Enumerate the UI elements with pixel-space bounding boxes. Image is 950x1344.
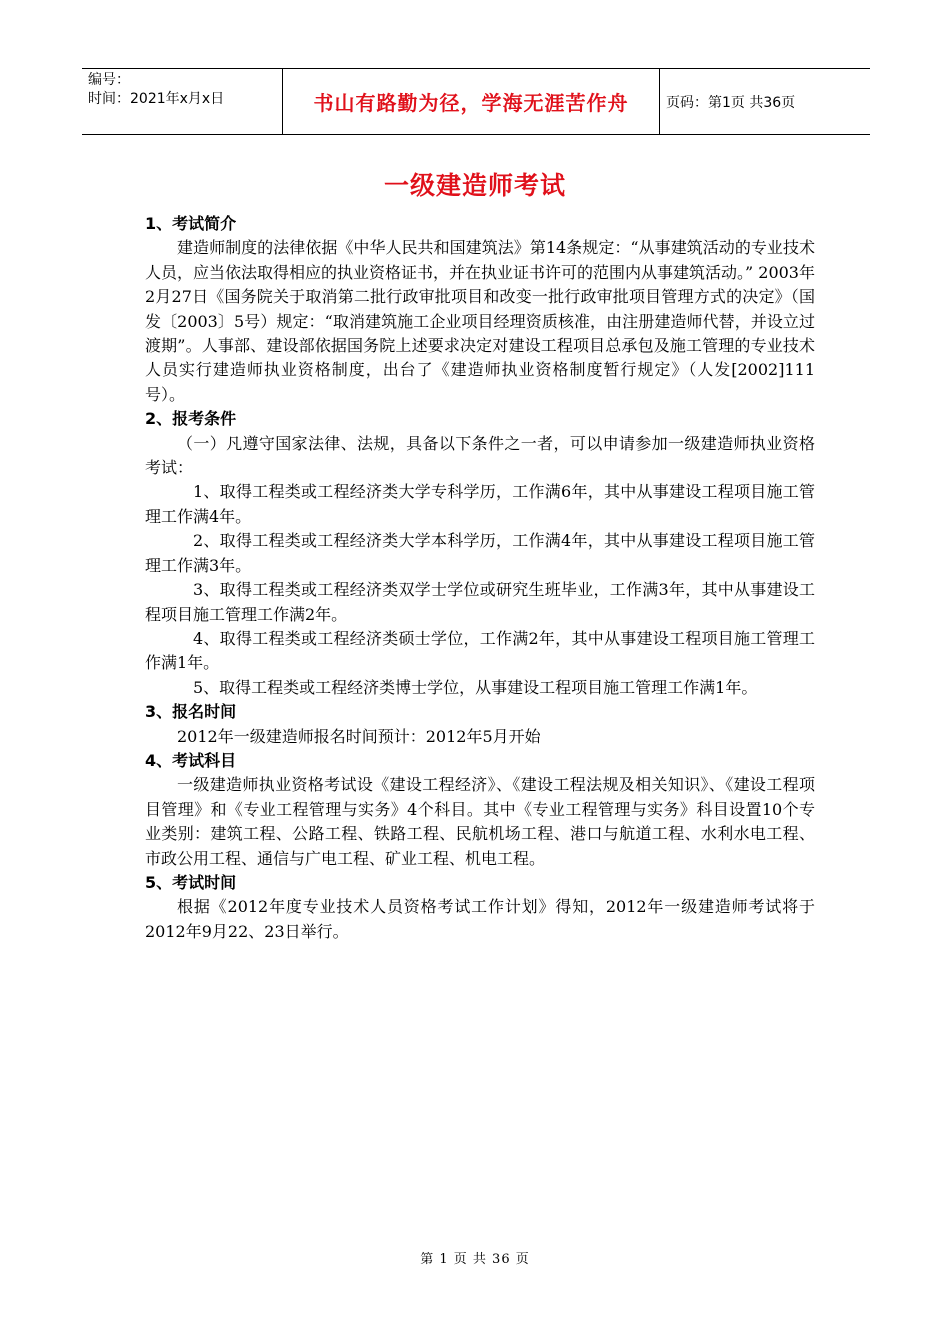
list-item: 3、取得工程类或工程经济类双学士学位或研究生班毕业，工作满3年，其中从事建设工程项目施工管理工作满2年。 bbox=[145, 580, 815, 624]
paragraph: 建造师制度的法律依据《中华人民共和国建筑法》第14条规定：“从事建筑活动的专业技术人员，应当依法取得相应的执业资格证书，并在执业证书许可的范围内从事建筑活动。” 2003年2月27日《国务院关于取消第二批行政审批项目和改变一批行政审批项目管理方式的决定》（国发〔2003〕5号）规定：“取消建筑施工企业项目经理资质核准，由注册建造师代替，并设立过渡期”。人事部、建设部依据国务院上述要求决定对建设工程项目总承包及施工管理的专业技术人员实行建造师执业资格制度，出台了《建造师执业资格制度暂行规定》（人发[2002]111号）。 bbox=[145, 238, 815, 404]
page-footer: 第 1 页 共 36 页 bbox=[420, 1252, 530, 1267]
section-heading: 5、考试时间 bbox=[145, 872, 237, 892]
paragraph: 一级建造师执业资格考试设《建设工程经济》、《建设工程法规及相关知识》、《建设工程项目管理》和《专业工程管理与实务》4个科目。其中《专业工程管理与实务》科目设置10个专业类别：建筑工程、公路工程、铁路工程、民航机场工程、港口与航道工程、水利水电工程、市政公用工程、通信与广电工程、矿业工程、机电工程。 bbox=[145, 775, 815, 868]
document-number: 编号： bbox=[88, 72, 130, 88]
document-body bbox=[145, 212, 815, 944]
page-header bbox=[82, 68, 870, 135]
list-item: 2、取得工程类或工程经济类大学本科学历，工作满4年，其中从事建设工程项目施工管理工作满3年。 bbox=[145, 531, 815, 575]
paragraph: 根据《2012年度专业技术人员资格考试工作计划》得知，2012年一级建造师考试将于2012年9月22、23日举行。 bbox=[145, 897, 815, 941]
header-page-info: 页码：第1页 共36页 bbox=[666, 94, 796, 111]
section-heading: 3、报名时间 bbox=[145, 702, 237, 722]
document-date: 时间：2021年x月x日 bbox=[88, 91, 225, 107]
header-motto: 书山有路勤为径，学海无涯苦作舟 bbox=[282, 69, 660, 134]
section-heading: 4、考试科目 bbox=[145, 750, 237, 770]
list-item: 1、取得工程类或工程经济类大学专科学历，工作满6年，其中从事建设工程项目施工管理工作满4年。 bbox=[145, 482, 815, 526]
section-heading: 1、考试简介 bbox=[145, 214, 237, 233]
list-item: 5、取得工程类或工程经济类博士学位，从事建设工程项目施工管理工作满1年。 bbox=[193, 677, 758, 697]
document-title: 一级建造师考试 bbox=[383, 171, 566, 200]
paragraph: 2012年一级建造师报名时间预计：2012年5月开始 bbox=[177, 726, 541, 746]
section-heading: 2、报考条件 bbox=[145, 409, 237, 429]
header-meta bbox=[82, 69, 282, 134]
paragraph: （一）凡遵守国家法律、法规，具备以下条件之一者，可以申请参加一级建造师执业资格考试： bbox=[145, 433, 815, 478]
list-item: 4、取得工程类或工程经济类硕士学位，工作满2年，其中从事建设工程项目施工管理工作满1年。 bbox=[145, 628, 815, 673]
